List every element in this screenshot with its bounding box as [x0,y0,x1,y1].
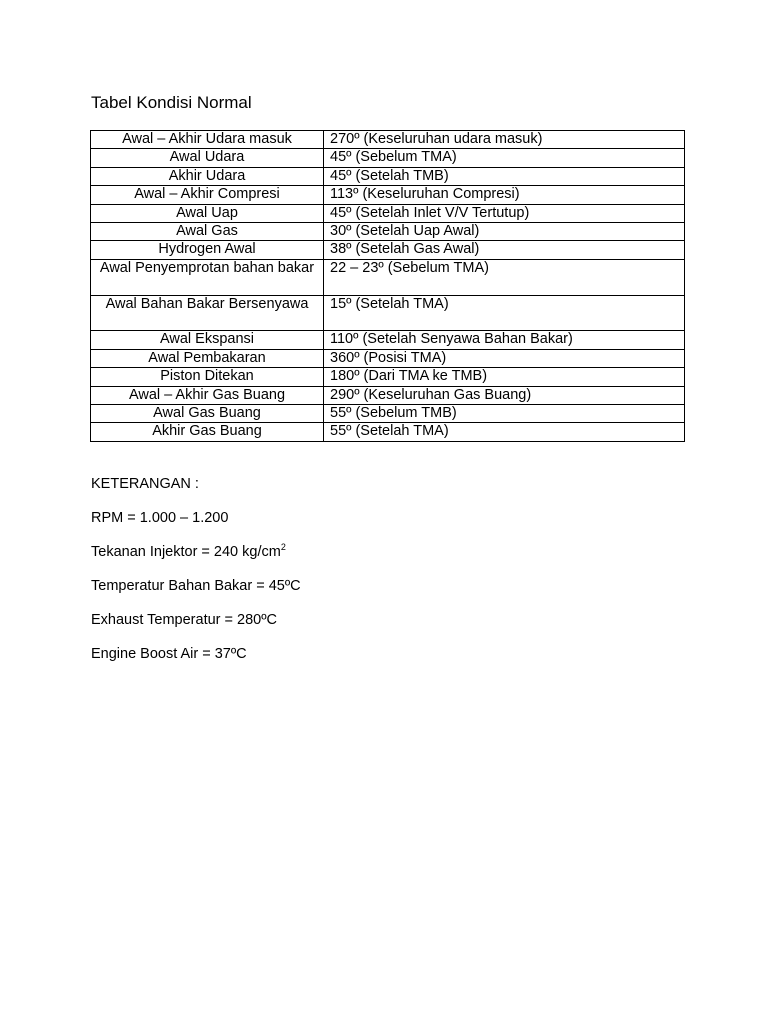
parameter-cell: Awal Gas [91,222,324,240]
table-row [91,167,685,185]
table-row [91,349,685,367]
value-cell: 22 – 23º (Sebelum TMA) [324,259,685,295]
table-row [91,331,685,349]
parameter-cell: Awal – Akhir Udara masuk [91,131,324,149]
table-row [91,149,685,167]
value-cell: 38º (Setelah Gas Awal) [324,241,685,259]
parameter-cell: Awal – Akhir Gas Buang [91,386,324,404]
value-cell: 45º (Sebelum TMA) [324,149,685,167]
table-row [91,423,685,441]
table-row [91,295,685,331]
parameter-cell: Awal Udara [91,149,324,167]
value-cell: 45º (Setelah TMB) [324,167,685,185]
value-cell: 15º (Setelah TMA) [324,295,685,331]
parameter-cell: Akhir Udara [91,167,324,185]
parameter-cell: Awal Bahan Bakar Bersenyawa [91,295,324,331]
parameter-cell: Awal Penyemprotan bahan bakar [91,259,324,295]
table-row [91,204,685,222]
value-cell: 30º (Setelah Uap Awal) [324,222,685,240]
notes-section [91,476,301,680]
value-cell: 290º (Keseluruhan Gas Buang) [324,386,685,404]
table-row [91,259,685,295]
injector-pressure-note [91,544,301,561]
parameter-cell: Awal Ekspansi [91,331,324,349]
boost-air-note: Engine Boost Air = 37ºC [91,646,247,662]
parameter-cell: Akhir Gas Buang [91,423,324,441]
parameter-cell: Piston Ditekan [91,368,324,386]
exhaust-temperature-note: Exhaust Temperatur = 280ºC [91,612,277,628]
value-cell: 180º (Dari TMA ke TMB) [324,368,685,386]
table-row [91,386,685,404]
page-title: Tabel Kondisi Normal [91,93,252,112]
parameter-cell: Hydrogen Awal [91,241,324,259]
injector-pressure-text: Tekanan Injektor = 240 kg/cm [91,544,281,560]
value-cell: 360º (Posisi TMA) [324,349,685,367]
table-row [91,186,685,204]
table-row [91,368,685,386]
table-row [91,404,685,422]
value-cell: 55º (Setelah TMA) [324,423,685,441]
notes-heading: KETERANGAN : [91,476,199,492]
value-cell: 110º (Setelah Senyawa Bahan Bakar) [324,331,685,349]
value-cell: 45º (Setelah Inlet V/V Tertutup) [324,204,685,222]
parameter-cell: Awal Pembakaran [91,349,324,367]
value-cell: 55º (Sebelum TMB) [324,404,685,422]
value-cell: 270º (Keseluruhan udara masuk) [324,131,685,149]
injector-pressure-superscript: 2 [280,542,286,552]
parameter-cell: Awal Uap [91,204,324,222]
parameter-cell: Awal – Akhir Compresi [91,186,324,204]
rpm-note: RPM = 1.000 – 1.200 [91,510,229,526]
table-row [91,222,685,240]
parameter-cell: Awal Gas Buang [91,404,324,422]
table-row [91,131,685,149]
value-cell: 113º (Keseluruhan Compresi) [324,186,685,204]
table-body [91,131,685,442]
normal-condition-table [90,130,685,442]
fuel-temperature-note: Temperatur Bahan Bakar = 45ºC [91,578,301,594]
table-row [91,241,685,259]
